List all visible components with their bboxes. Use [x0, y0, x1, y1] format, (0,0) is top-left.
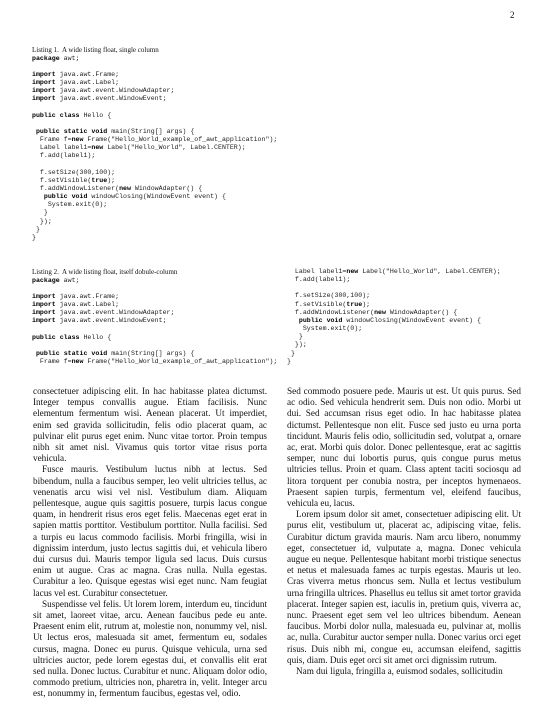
paragraph: Nam dui ligula, fringilla a, euismod sodales, sollicitudin: [296, 666, 503, 677]
listing-2-code-right: Label label1=new Label("Hello_World", Label.CENTER); f.add(label1); f.setSize(300,100); f.setVisible(true); f.addWindowListener(new WindowAdapter() { public void windowClosing(WindowEvent event) { System.exit(0); } }); } }: [287, 268, 501, 365]
listing-1-caption: Listing 1. A wide listing float, single column: [32, 46, 159, 54]
paragraph: Sed commodo posuere pede. Mauris ut est. Ut quis purus. Sed ac odio. Sed vehicula hendrerit sem. Duis non odio. Morbi ut dui. Sed accumsan risus eget odio. In hac habitasse platea dictumst. Pellentesque non elit. Fusce sed justo eu urna porta tincidunt. Mauris felis odio, sollicitudin sed, volutpat a, ornare ac, erat. Morbi quis dolor. Donec pellentesque, erat ac sagittis semper, nunc dui lobortis purus, quis congue purus metus ultricies tellus. Proin et quam. Class aptent taciti sociosqu ad litora torquent per conubia nostra, per inceptos hymenaeos. Praesent sapien turpis, fermentum vel, eleifend faucibus, vehicula eu, lacus.: [287, 386, 521, 509]
listing-2-code-left: package awt; import java.awt.Frame; import java.awt.Label; import java.awt.event.WindowAdapter; import java.awt.event.WindowEvent; public class Hello { public static void main(String[] args) { Frame f=new Frame("Hello_World_example_of_awt_application");: [32, 276, 278, 366]
listing-2-caption: Listing 2. A wide listing float, itself dobule-column: [32, 268, 178, 276]
paragraph: consectetuer adipiscing elit. In hac habitasse platea dictumst. Integer tempus convallis augue. Etiam facilisis. Nunc elementum fermentum wisi. Aenean placerat. Ut imperdiet, enim sed gravida sollicitudin, felis odio placerat quam, ac pulvinar elit purus eget enim. Nunc vitae tortor. Proin tempus nibh sit amet nisl. Vivamus quis tortor vitae risus porta vehicula.: [33, 386, 267, 464]
page-number: 2: [510, 10, 515, 20]
listing-2-left: [32, 268, 277, 366]
body-column-left: [33, 386, 267, 716]
listing-2-right: [287, 268, 501, 366]
listing-1-code: package awt; import java.awt.Frame; import java.awt.Label; import java.awt.event.WindowAdapter; import java.awt.event.WindowEvent; public class Hello { public static void main(String[] args) { Frame f=new Frame("Hello_World_example_of_awt_application"); Label label1=new Label("Hello_World", Label.CENTER); f.add(label1); f.setSize(300,100); f.setVisible(true); f.addWindowListener(new WindowAdapter() { public void windowClosing(WindowEvent event) { System.exit(0); } }); } }: [32, 54, 278, 241]
paragraph: Fusce mauris. Vestibulum luctus nibh at lectus. Sed bibendum, nulla a faucibus semper, leo velit ultricies tellus, ac venenatis arcu wisi vel nisl. Vestibulum diam. Aliquam pellentesque, augue quis sagittis posuere, turpis lacus congue quam, in hendrerit risus eros eget felis. Maecenas eget erat in sapien mattis porttitor. Vestibulum porttitor. Nulla facilisi. Sed a turpis eu lacus commodo facilisis. Morbi fringilla, wisi in dignissim interdum, justo lectus sagittis dui, et vehicula libero dui cursus dui. Mauris tempor ligula sed lacus. Duis cursus enim ut augue. Cras ac magna. Cras nulla. Nulla egestas. Curabitur a leo. Quisque egestas wisi eget nunc. Nam feugiat lacus vel est. Curabitur consectetuer.: [33, 464, 267, 598]
listing-1: [32, 46, 277, 242]
body-column-right: [287, 386, 521, 716]
paragraph: Suspendisse vel felis. Ut lorem lorem, interdum eu, tincidunt sit amet, laoreet vitae, arcu. Aenean faucibus pede eu ante. Praesent enim elit, rutrum at, molestie non, nonummy vel, nisl. Ut lectus eros, malesuada sit amet, fermentum eu, sodales cursus, magna. Donec eu purus. Quisque vehicula, urna sed ultricies auctor, pede lorem egestas dui, et convallis elit erat sed nulla. Donec luctus. Curabitur et nunc. Aliquam dolor odio, commodo pretium, ultricies non, pharetra in, velit. Integer arcu est, nonummy in, fermentum faucibus, egestas vel, odio.: [33, 598, 267, 699]
paragraph: Lorem ipsum dolor sit amet, consectetuer adipiscing elit. Ut purus elit, vestibulum ut, placerat ac, adipiscing vitae, felis. Curabitur dictum gravida mauris. Nam arcu libero, nonummy eget, consectetuer id, vulputate a, magna. Donec vehicula augue eu neque. Pellentesque habitant morbi tristique senectus et netus et malesuada fames ac turpis egestas. Mauris ut leo. Cras viverra metus rhoncus sem. Nulla et lectus vestibulum urna fringilla ultrices. Phasellus eu tellus sit amet tortor gravida placerat. Integer sapien est, iaculis in, pretium quis, viverra ac, nunc. Praesent eget sem vel leo ultrices bibendum. Aenean faucibus. Morbi dolor nulla, malesuada eu, pulvinar at, mollis ac, nulla. Curabitur auctor semper nulla. Donec varius orci eget risus. Duis nibh mi, congue eu, accumsan eleifend, sagittis quis, diam. Duis eget orci sit amet orci dignissim rutrum.: [287, 509, 521, 665]
